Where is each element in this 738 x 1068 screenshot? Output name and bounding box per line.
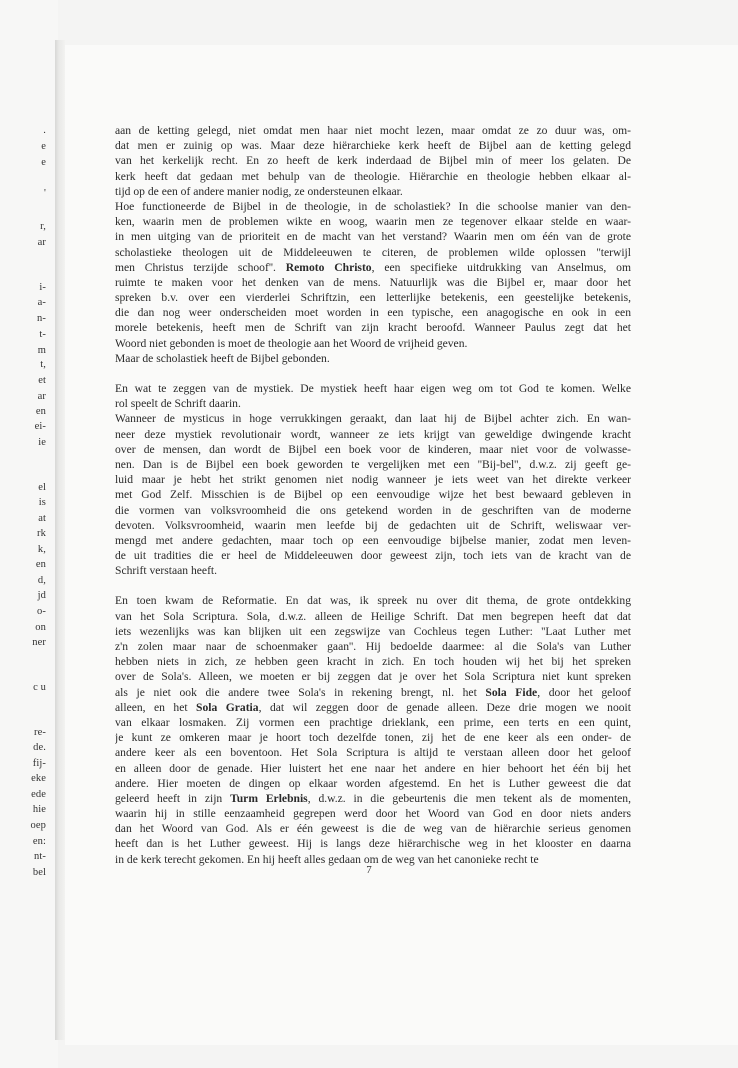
- left-page-fragment: en:: [32, 836, 46, 847]
- text-line: en alleen door de genade. Hier luistert het ene naar het andere en hier behoort het één bij het: [115, 761, 631, 775]
- text-line: in de kerk terecht gekomen. En hij heeft alles gedaan om de weg van het canonieke recht te: [115, 852, 539, 866]
- text-line: over de mensen, dan wordt de Bijbel een boek voor de kinderen, maar niet voor de volwasse-: [115, 442, 631, 456]
- paragraph-gap: [115, 366, 631, 381]
- left-page-fragment: k,: [37, 544, 46, 555]
- left-page-fragment: e: [41, 141, 46, 152]
- left-page-fragment: at: [38, 513, 46, 524]
- emphasis-term: Remoto Christo: [285, 260, 372, 274]
- text-line: ruimte te maken voor het denken van de mens. Natuurlijk was die Bijbel er, maar door het: [115, 275, 631, 289]
- left-page-fragment: m: [37, 345, 46, 356]
- left-page-fragment: en: [35, 559, 46, 570]
- text-line: nen. Dan is de Bijbel een boek geworden te vergelijken met een ''Bij-bel'', d.w.z. zij geeft ge-: [115, 457, 631, 471]
- left-page-fragment: ei-: [34, 421, 46, 432]
- left-page-fragment: eke: [31, 773, 46, 784]
- left-page-fragment: on: [35, 622, 46, 633]
- left-page-fragment: nt-: [34, 851, 46, 862]
- left-page-fragment: fij-: [32, 758, 46, 769]
- text-line: dan het Woord van God. Als er één geweest is die de weg van de hiërarchie serieus genomen: [115, 822, 631, 836]
- left-page-fragment: e: [41, 157, 46, 168]
- text-line: kerk heeft dat gedaan met behulp van de theologie. Hiërarchie en theologie hebben elkaar al-: [115, 169, 631, 183]
- text-line: andere keer als een boventoon. Het Sola Scriptura is altijd te verstaan alleen door het geloof: [115, 746, 631, 760]
- left-page-fragment: de.: [33, 742, 46, 753]
- left-page-fragment: is: [38, 497, 46, 508]
- emphasis-term: Sola Fide: [485, 685, 538, 699]
- text-line: men Christus terzijde schoof''. Remoto Christo, een specifieke uitdrukking van Anselmus, om: [115, 260, 631, 274]
- text-line: andere. Hier moeten de dingen op elkaar worden afgestemd. En het is Luther geweest die dat: [115, 776, 631, 790]
- text-line: rol speelt de Schrift daarin.: [115, 397, 241, 411]
- left-page-fragment: r,: [40, 221, 46, 232]
- text-line: tijd op de een of andere manier nodig, ze ondersteunen elkaar.: [115, 184, 403, 198]
- left-page-fragment: et: [38, 375, 46, 386]
- left-page-fragment: d,: [37, 575, 46, 586]
- text-line: als je niet ook die andere twee Sola's in rekening brengt, nl. het Sola Fide, door het geloof: [115, 685, 631, 699]
- text-line: de uit tradities die er heel de Middeleeuwen door geweest zijn, toch iets van de kracht van de: [115, 549, 631, 563]
- text-line: mengd met andere gedachten, maar toch op een eenvoudige bijbelse manier, zodat men leven-: [115, 533, 631, 547]
- text-line: Maar de scholastiek heeft de Bijbel gebonden.: [115, 351, 330, 365]
- text-line: neer deze mystiek revolutionair wordt, wanneer ze iets krijgt van geweldige dwingende kracht: [115, 427, 631, 441]
- book-gutter: [55, 40, 65, 1040]
- left-page-fragment: .: [43, 125, 46, 136]
- emphasis-term: Turm Erlebnis: [230, 791, 308, 805]
- left-page-fragment: oep: [30, 820, 46, 831]
- left-page-fragment: rk: [37, 528, 46, 539]
- text-line: van elkaar losmaken. Zij vormen een prachtige drieklank, een prime, een terts en een quint,: [115, 715, 631, 729]
- text-line: van het Sola Scriptura. Sola, d.w.z. alleen de Heilige Schrift. Dat men begrepen heeft dat dat: [115, 609, 631, 623]
- left-page-fragment: en: [35, 406, 46, 417]
- text-line: aan de ketting gelegd, niet omdat men haar niet mocht lezen, maar omdat ze zo duur was, om-: [115, 124, 631, 137]
- text-line: En wat te zeggen van de mystiek. De mystiek heeft haar eigen weg om tot God te komen. Welke: [115, 382, 631, 395]
- left-page-fragment: jd: [37, 590, 46, 601]
- left-page-fragment: t-: [39, 329, 46, 340]
- text-line: iets wezenlijks was kan blijken uit een zegswijze van Cochleus tegen Luther: ''Laat Luther met: [115, 624, 631, 638]
- left-page-fragment: ie: [38, 437, 46, 448]
- text-line: z'n zolen maar naar de schoenmaker gaan''. Hij bedoelde daarmee: al die Sola's van Luther: [115, 640, 631, 653]
- left-page-fragment: a-: [37, 297, 46, 308]
- text-line: ken, waarin men de problemen wikte en woog, waarin men ze tegenover elkaar stelde en waar-: [115, 215, 631, 229]
- text-line: van het kerkelijk recht. En zo heeft de kerk inderdaad de Bijbel min of meer los gelaten. De: [115, 154, 631, 168]
- text-line: in men uitging van de prioriteit en de macht van het verstand? Waarin men om één van de grote: [115, 230, 631, 244]
- page-number: 7: [366, 864, 372, 876]
- text-line: met God Zelf. Misschien is de Bijbel op een eenvoudige wijze het best bewaard gebleven in: [115, 488, 631, 502]
- text-line: hebben niets in zich, ze hebben geen kracht in zich. En toch houden wij het bij het spreken: [115, 655, 631, 669]
- text-line: Wanneer de mysticus in hoge verrukkingen geraakt, dan laat hij de Bijbel achter zich. En wan-: [115, 412, 631, 426]
- text-line: Schrift verstaan heeft.: [115, 564, 218, 578]
- left-facing-page: [0, 0, 58, 1068]
- text-line: heeft dan is het Luther geweest. Hij is langs deze hiërarchische weg in het klooster en daarna: [115, 837, 631, 851]
- left-page-fragment: ner: [32, 637, 46, 648]
- text-line: scholastieke theologen uit de Middeleeuwen te citeren, de problemen wilde oplossen ''terwijl: [115, 245, 631, 259]
- left-page-fragment: ede: [31, 789, 46, 800]
- left-page-fragment: i-: [39, 282, 46, 293]
- text-line: En toen kwam de Reformatie. En dat was, ik spreek nu over dit thema, de grote ontdekking: [115, 594, 631, 608]
- left-page-fragment: ': [44, 188, 46, 199]
- body-text: [115, 123, 631, 867]
- text-line: je kunt ze omkeren maar je hoort toch dezelfde tonen, zij het de ene keer als een onder- de: [115, 731, 631, 745]
- left-page-fragment: el: [38, 482, 46, 493]
- text-line: die dan nog weer onderscheiden moet worden in een typische, een anagogische en ook in een: [115, 306, 631, 320]
- text-line: spreken b.v. over een vierderlei Schriftzin, een letterlijke betekenis, een geestelijke betekenis,: [115, 291, 631, 305]
- text-line: devoten. Volksvroomheid, waarin men leefde bij de gedachten uit de Schrift, weliswaar ver-: [115, 518, 631, 532]
- left-page-fragment: n-: [37, 313, 46, 324]
- left-page-fragment: t,: [40, 359, 46, 370]
- left-page-fragment: ar: [37, 237, 46, 248]
- text-line: Woord niet gebonden is moet de theologie aan het Woord de vrijheid geven.: [115, 336, 468, 350]
- paragraph-gap: [115, 578, 631, 593]
- text-line: geleerd heeft in zijn Turm Erlebnis, d.w.z. in die gebeurtenis die men tekent als de momenten,: [115, 791, 631, 805]
- text-line: Hoe functioneerde de Bijbel in de theologie, in de scholastiek? In die schoolse manier van den-: [115, 199, 631, 213]
- text-line: over de Sola's. Alleen, we moeten er bij zeggen dat je over het Sola Scriptura niet kunt spreken: [115, 670, 631, 684]
- left-page-fragment: bel: [32, 867, 46, 878]
- emphasis-term: Sola Gratia: [196, 700, 259, 714]
- text-line: dat men er zuinig op was. Maar deze hiërarchieke kerk heeft de Bijbel aan de ketting gelegd: [115, 139, 631, 153]
- left-page-fragment: hie: [32, 804, 46, 815]
- left-page-fragment: o-: [37, 606, 46, 617]
- text-line: morele betekenis, heeft men de Schrift van zijn kracht beroofd. Wanneer Paulus zegt dat het: [115, 321, 631, 335]
- text-line: die vormen van volksvroomheid die ons getekend worden in de geschriften van de moderne: [115, 503, 631, 517]
- text-line: waarin hij in stille eenzaamheid gegrepen werd door het Woord van God en door niets anders: [115, 807, 631, 821]
- left-page-fragment: ar: [37, 391, 46, 402]
- left-page-fragment: c u: [33, 682, 46, 693]
- left-page-fragment: re-: [34, 727, 46, 738]
- text-line: alleen, en het Sola Gratia, dat wil zeggen door de genade alleen. Deze drie mogen we nooit: [115, 700, 631, 714]
- text-line: luid maar je hebt het strikt genomen niet nodig wanneer je iets weet van het direkte verkeer: [115, 473, 631, 487]
